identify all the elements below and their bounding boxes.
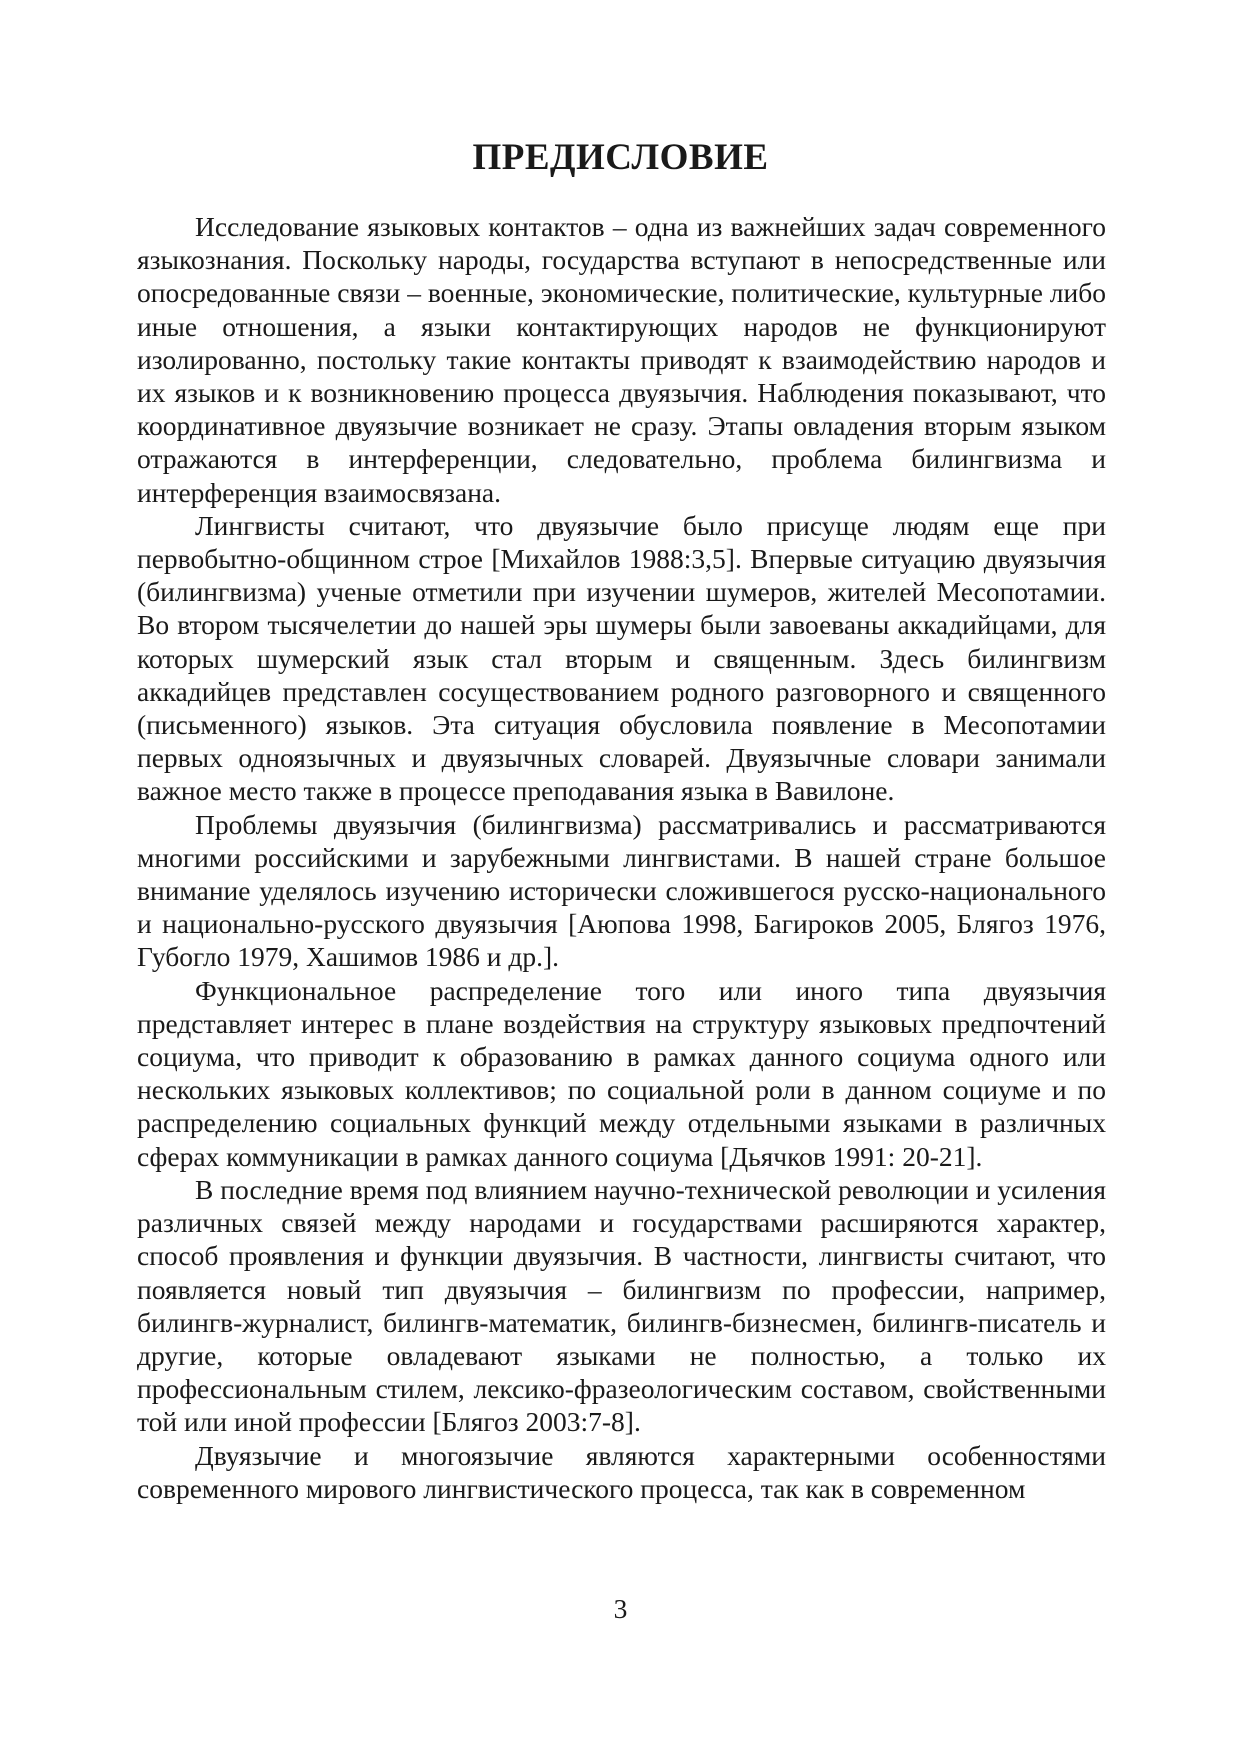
page-number: 3 [613,1593,628,1624]
paragraph: Двуязычие и многоязычие являются характерными особенностями современного мирового лингвистического процесса, так как в современном [137,1439,1106,1504]
paragraph: В последние время под влиянием научно-технической революции и усиления различных связей между народами и государствами расширяются характер, способ проявления и функции двуязычия. В частности, лингвисты считают, что появляется новый тип двуязычия – билингвизм по профессии, например, билингв-журналист, билингв-математик, билингв-бизнесмен, билингв-писатель и другие, которые овладевают языками не полностью, а только их профессиональным стилем, лексико-фразеологическим составом, свойственными той или иной профессии [Блягоз 2003:7-8]. [137,1173,1106,1438]
paragraph: Лингвисты считают, что двуязычие было присуще людям еще при первобытно-общинном строе [Михайлов 1988:3,5]. Впервые ситуацию двуязычия (билингвизма) ученые отметили при изучении шумеров, жителей Месопотамии. Во втором тысячелетии до нашей эры шумеры были завоеваны аккадийцами, для которых шумерский язык стал вторым и священным. Здесь билингвизм аккадийцев представлен сосуществованием родного разговорного и священного (письменного) языков. Эта ситуация обусловила появление в Месопотамии первых одноязычных и двуязычных словарей. Двуязычные словари занимали важное место также в процессе преподавания языка в Вавилоне. [137,509,1106,807]
page-title: ПРЕДИСЛОВИЕ [472,137,769,178]
paragraph: Исследование языковых контактов – одна из важнейших задач современного языкознания. Поскольку народы, государства вступают в непосредственные или опосредованные связи – военные, экономические, политические, культурные либо иные отношения, а языки контактирующих народов не функционируют изолированно, постольку такие контакты приводят к взаимодействию народов и их языков и к возникновению процесса двуязычия. Наблюдения показывают, что координативное двуязычие возникает не сразу. Этапы овладения вторым языком отражаются в интерференции, следовательно, проблема билингвизма и интерференция взаимосвязана. [137,211,1106,508]
body-text [137,210,1106,1505]
paragraph: Функциональное распределение того или иного типа двуязычия представляет интерес в плане воздействия на структуру языковых предпочтений социума, что приводит к образованию в рамках данного социума одного или нескольких языковых коллективов; по социальной роли в данном социуме и по распределению социальных функций между отдельными языками в различных сферах коммуникации в рамках данного социума [Дьячков 1991: 20-21]. [137,974,1106,1172]
paragraph: Проблемы двуязычия (билингвизма) рассматривались и рассматриваются многими российскими и зарубежными лингвистами. В нашей стране большое внимание уделялось изучению исторически сложившегося русско-национального и национально-русского двуязычия [Аюпова 1998, Багироков 2005, Блягоз 1976, Губогло 1979, Хашимов 1986 и др.]. [137,808,1106,973]
